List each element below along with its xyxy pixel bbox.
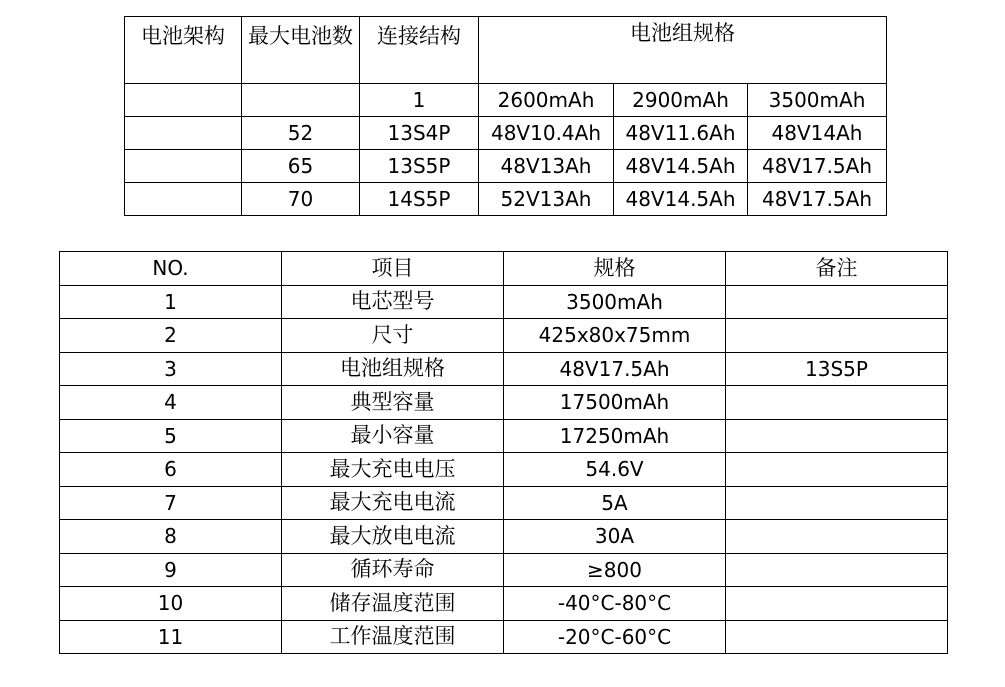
cell-connection: 13S4P (360, 117, 479, 150)
header-remark: 备注 (726, 252, 948, 286)
cell-spec: 17250mAh (504, 419, 726, 453)
cell-architecture (125, 84, 242, 117)
header-item: 项目 (282, 252, 504, 286)
cell-no: 5 (60, 419, 282, 453)
header-spec: 规格 (504, 252, 726, 286)
battery-specification-table (59, 251, 948, 654)
cell-item: 最小容量 (282, 419, 504, 453)
table-row (125, 183, 887, 216)
header-pack-spec: 电池组规格 (479, 17, 887, 84)
table-row (125, 117, 887, 150)
cell-item: 电池组规格 (282, 352, 504, 386)
table-row (60, 285, 948, 319)
cell-spec: ≥800 (504, 553, 726, 587)
table-row (60, 620, 948, 654)
cell-remark (726, 587, 948, 621)
header-max-cells: 最大电池数 (242, 17, 360, 84)
cell-remark (726, 319, 948, 353)
cell-item: 尺寸 (282, 319, 504, 353)
header-connection: 连接结构 (360, 17, 479, 84)
cell-remark (726, 553, 948, 587)
cell-item: 工作温度范围 (282, 620, 504, 654)
cell-architecture (125, 183, 242, 216)
cell-capacity-3: 48V17.5Ah (748, 150, 887, 183)
cell-no: 4 (60, 386, 282, 420)
cell-item: 最大充电电压 (282, 453, 504, 487)
cell-capacity-1: 48V10.4Ah (479, 117, 614, 150)
cell-architecture (125, 150, 242, 183)
cell-remark (726, 453, 948, 487)
cell-remark (726, 285, 948, 319)
cell-spec: 17500mAh (504, 386, 726, 420)
cell-capacity-2: 48V14.5Ah (614, 183, 748, 216)
cell-remark: 13S5P (726, 352, 948, 386)
cell-remark (726, 419, 948, 453)
cell-spec: -20°C-60°C (504, 620, 726, 654)
table-row (60, 419, 948, 453)
cell-item: 最大放电电流 (282, 520, 504, 554)
cell-max-cells: 52 (242, 117, 360, 150)
cell-capacity-3: 3500mAh (748, 84, 887, 117)
table-row (60, 386, 948, 420)
cell-remark (726, 520, 948, 554)
battery-configuration-table (124, 16, 887, 216)
cell-no: 8 (60, 520, 282, 554)
cell-no: 10 (60, 587, 282, 621)
cell-remark (726, 486, 948, 520)
cell-capacity-2: 48V14.5Ah (614, 150, 748, 183)
cell-no: 6 (60, 453, 282, 487)
cell-no: 2 (60, 319, 282, 353)
cell-no: 3 (60, 352, 282, 386)
cell-architecture (125, 117, 242, 150)
table-row (60, 319, 948, 353)
cell-no: 1 (60, 285, 282, 319)
cell-spec: 48V17.5Ah (504, 352, 726, 386)
cell-remark (726, 386, 948, 420)
cell-capacity-3: 48V14Ah (748, 117, 887, 150)
table-row (60, 553, 948, 587)
table-row (60, 520, 948, 554)
table-row (60, 587, 948, 621)
table-row (60, 453, 948, 487)
cell-capacity-1: 48V13Ah (479, 150, 614, 183)
cell-item: 典型容量 (282, 386, 504, 420)
cell-item: 最大充电电流 (282, 486, 504, 520)
cell-spec: 30A (504, 520, 726, 554)
cell-connection: 13S5P (360, 150, 479, 183)
header-architecture: 电池架构 (125, 17, 242, 84)
cell-item: 储存温度范围 (282, 587, 504, 621)
cell-spec: -40°C-80°C (504, 587, 726, 621)
cell-connection: 1 (360, 84, 479, 117)
cell-remark (726, 620, 948, 654)
cell-spec: 425x80x75mm (504, 319, 726, 353)
cell-no: 7 (60, 486, 282, 520)
config-header-row (125, 17, 887, 84)
cell-capacity-1: 52V13Ah (479, 183, 614, 216)
cell-item: 循环寿命 (282, 553, 504, 587)
cell-max-cells (242, 84, 360, 117)
cell-capacity-2: 2900mAh (614, 84, 748, 117)
cell-capacity-1: 2600mAh (479, 84, 614, 117)
cell-spec: 54.6V (504, 453, 726, 487)
cell-spec: 3500mAh (504, 285, 726, 319)
table-row (125, 84, 887, 117)
cell-max-cells: 70 (242, 183, 360, 216)
cell-connection: 14S5P (360, 183, 479, 216)
cell-max-cells: 65 (242, 150, 360, 183)
cell-capacity-2: 48V11.6Ah (614, 117, 748, 150)
table-row (60, 486, 948, 520)
cell-spec: 5A (504, 486, 726, 520)
cell-no: 11 (60, 620, 282, 654)
table-row (60, 352, 948, 386)
header-no: NO. (60, 252, 282, 286)
cell-item: 电芯型号 (282, 285, 504, 319)
cell-capacity-3: 48V17.5Ah (748, 183, 887, 216)
cell-no: 9 (60, 553, 282, 587)
table-row (125, 150, 887, 183)
spec-header-row (60, 252, 948, 286)
